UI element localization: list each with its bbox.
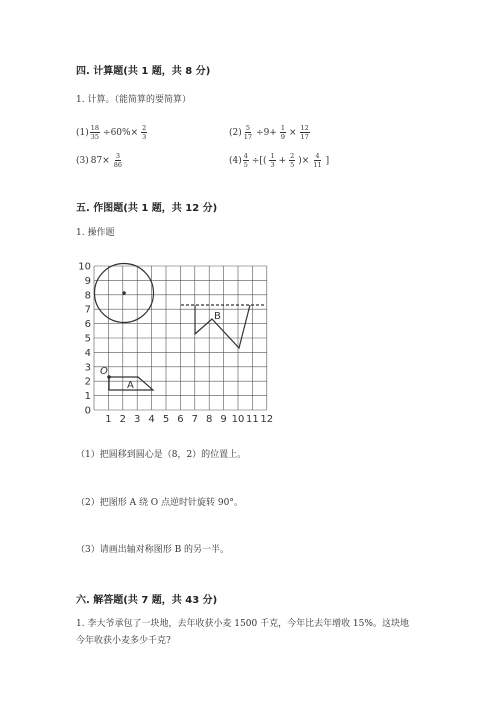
calc-item-4: (4) $\frac{4}{5}$ ÷[( $\frac{1}{3}$ + $\frac{2}{5}$ )× $\frac{4}{11}$ ]: [229, 152, 330, 169]
fraction: $\frac{2}{3}$: [142, 124, 147, 141]
shape-b-half: [195, 305, 250, 348]
y-axis-label: 8: [84, 290, 91, 302]
x-axis-label: 11: [246, 414, 259, 425]
section6-question1-line2: 今年收获小麦多少千克?: [76, 636, 171, 646]
x-axis-label: 6: [177, 414, 184, 425]
label-a: A: [127, 380, 134, 391]
section5-question1: 1. 操作题: [76, 228, 115, 238]
calc-item-1-label: (1): [76, 127, 89, 138]
y-axis-label: 6: [84, 319, 91, 331]
x-axis-label: 3: [134, 414, 141, 425]
coordinate-grid: [76, 258, 276, 425]
section6-title: 六. 解答题(共 7 题，共 43 分): [76, 595, 218, 606]
x-axis-label: 10: [231, 414, 245, 425]
label-b: B: [214, 311, 221, 322]
section6-question1-line1: 1. 李大爷承包了一块地，去年收获小麦 1500 千克，今年比去年增收 15%。这块地: [76, 619, 409, 629]
y-axis-label: 9: [84, 275, 91, 287]
y-axis-label: 1: [84, 391, 91, 403]
section5-subquestion-1: （1）把圆移到圆心是（8，2）的位置上。: [76, 450, 247, 460]
calc-item-1: (1) $\frac{18}{35}$ ÷60%× $\frac{2}{3}$: [76, 124, 147, 141]
label-o: O: [100, 366, 108, 377]
y-axis-label: 0: [84, 405, 91, 417]
calc-item-2: (2) $\frac{5}{17}$ ÷9+ $\frac{1}{9}$ × $\frac{12}{17}$: [229, 124, 309, 141]
calc-item-3: (3) 87× $\frac{3}{86}$: [76, 152, 123, 169]
circle-center-dot: [122, 291, 126, 295]
section5-subquestion-3: （3）请画出轴对称图形 B 的另一半。: [76, 545, 230, 555]
y-axis-label: 10: [78, 261, 91, 273]
fraction: $\frac{1}{9}$: [280, 124, 285, 141]
fraction: $\frac{12}{17}$: [300, 124, 309, 141]
x-axis-label: 9: [220, 414, 227, 425]
section4-title: 四. 计算题(共 1 题，共 8 分): [76, 66, 211, 77]
fraction: $\frac{5}{17}$: [243, 124, 253, 141]
fraction: $\frac{4}{11}$: [313, 152, 322, 169]
x-axis-label: 12: [260, 414, 274, 425]
y-axis-labels: [78, 262, 91, 417]
fraction: $\frac{18}{35}$: [90, 124, 100, 141]
x-axis-labels: [105, 414, 273, 425]
x-axis-label: 5: [162, 414, 170, 425]
calc-item-4-label: (4): [229, 155, 242, 166]
y-axis-label: 2: [84, 376, 91, 388]
x-axis-label: 4: [148, 414, 155, 425]
x-axis-label: 7: [191, 414, 198, 425]
fraction: $\frac{4}{5}$: [243, 152, 248, 169]
x-axis-label: 1: [105, 414, 112, 425]
calc-item-2-label: (2): [229, 127, 242, 138]
fraction: $\frac{1}{3}$: [270, 152, 275, 169]
fraction: $\frac{3}{86}$: [113, 152, 123, 169]
section5-title: 五. 作图题(共 1 题，共 12 分): [76, 203, 218, 214]
x-axis-label: 8: [206, 414, 213, 425]
grid-lines: [94, 266, 267, 410]
section5-subquestion-2: （2）把图形 A 绕 O 点逆时针旋转 90°。: [76, 498, 243, 508]
calc-item-3-label: (3): [76, 155, 89, 166]
section4-question1: 1. 计算。（能简算的要简算）: [76, 95, 191, 105]
y-axis-label: 4: [84, 347, 91, 359]
y-axis-label: 7: [84, 304, 91, 316]
y-axis-label: 3: [84, 362, 91, 374]
y-axis-label: 5: [84, 333, 91, 345]
x-axis-label: 2: [119, 414, 126, 425]
fraction: $\frac{2}{5}$: [290, 152, 295, 169]
